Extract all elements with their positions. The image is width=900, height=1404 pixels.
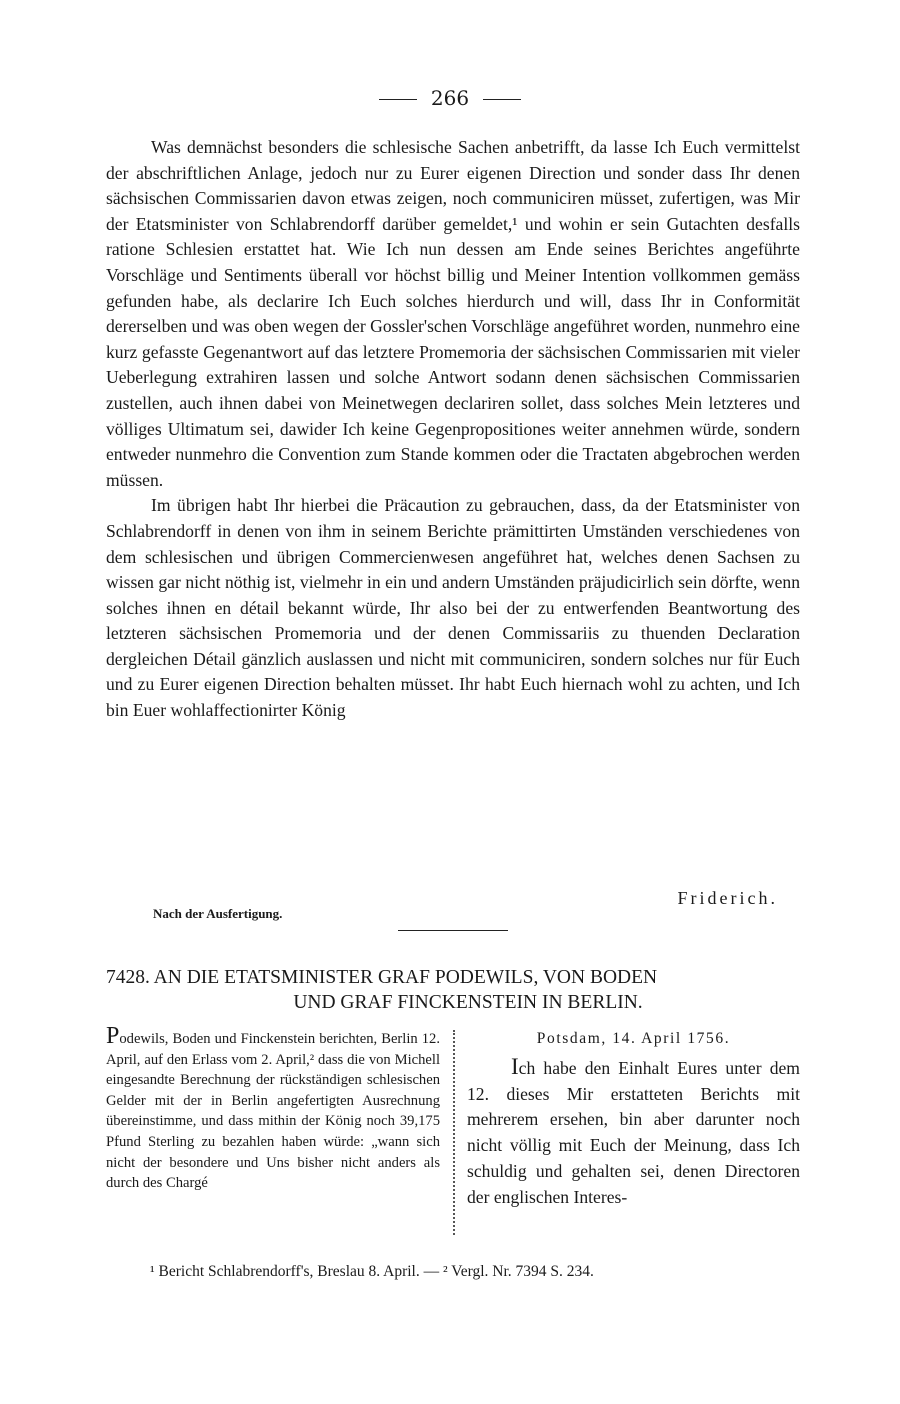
page-number: 266 — [430, 86, 470, 110]
column-divider — [453, 1030, 455, 1235]
paragraph-2: Im übrigen habt Ihr hierbei die Präcaution zu gebrauchen, dass, da der Etatsminister von Schlabrendorff in denen von ihm in seinem Berichte prämittirten Umständen verschiedenes von dem schlesischen und übrigen Commercienwesen angeführet hat, welches denen Sachsen zu wissen gar nicht nöthig ist, vielmehr in ein und andern Umständen präjudicirlich sein dörfte, wenn solches ihnen en détail bekannt würde, Ihr also bei der zu entwerfenden Beantwortung des letzteren sächsischen Promemoria und der denen Commissariis zu thuenden Declaration dergleichen Détail gänzlich auslassen und nicht mit communiciren, sondern solches nur für Euch und zu Eurer eigenen Direction behalten müsset. Ihr habt Euch hiernach wohl zu achten, und Ich bin Euer wohlaffectionirter König — [106, 495, 800, 721]
summary-text: odewils, Boden und Finckenstein berichten, Berlin 12. April, auf den Erlass vom 2. April,² dass die von Michell eingesandte Berechnung der rückständigen schlesischen Gelder mit der in Berlin angefertigten Ausrechnung übereinstimme, und dass mithin der König noch 39,175 Pfund Sterling zu bezahlen haben würde: „wann sich nicht der besondere und Uns bisher nicht anders als durch des Chargé — [106, 1031, 440, 1192]
signature: Friderich. — [677, 888, 778, 908]
source-note: Nach der Ausfertigung. — [153, 906, 283, 921]
heading-line-2: UND GRAF FINCKENSTEIN IN BERLIN. — [293, 992, 643, 1013]
dateline: Potsdam, 14. April 1756. — [536, 1030, 731, 1047]
letter-text-block — [467, 1054, 800, 1211]
summary-column — [106, 1023, 440, 1194]
letter-column — [467, 1026, 800, 1211]
footnotes: ¹ Bericht Schlabrendorff's, Breslau 8. April. — ² Vergl. Nr. 7394 S. 234. — [150, 1263, 594, 1280]
header-dash-left — [379, 99, 417, 100]
header-dash-right — [483, 99, 521, 100]
paragraph-1: Was demnächst besonders die schlesische Sachen anbetrifft, da lasse Ich Euch vermittelst der abschriftlichen Anlage, jedoch nur zu Eurer eigenen Direction und sonder dass Ihr denen sächsischen Commissarien davon etwas zeigen, noch communiciren müsset, zufertigen, was Mir der Etatsminister von Schlabrendorff darüber gemeldet,¹ und wohin er sein Gutachten desfalls ratione Schlesien erstattet hat. Wie Ich nun dessen am Ende seines Berichtes angeführte Vorschläge und Sentiments überall vor höchst billig und Meiner Intention vollkommen gemäss gefunden habe, als declarire Ich Euch solches hierdurch und will, dass Ihr in Conformität dererselben und was oben wegen der Gossler'schen Vorschläge angeführet worden, nunmehro eine kurz gefasste Gegenantwort auf das letztere Promemoria der sächsischen Commissarien mit vieler Ueberlegung extrahiren lassen und solche Antwort sodann denen sächsischen Commissarien zustellen, auch ihnen dabei von Meinetwegen declariren sollet, dass solches Mein letzteres und völliges Ultimatum sei, dawider Ich keine Gegenpropositiones weiter annehmen würde, sondern entweder nunmehro die Convention zum Stande kommen oder die Tractaten abgebrochen werden müssen. — [106, 137, 800, 490]
main-letter-text — [106, 135, 800, 724]
letter-text: ch habe den Einhalt Eures unter dem 12. dieses Mir erstatteten Berichts mit mehrerem ersehen, bin aber darunter noch nicht völlig mit Euch der Meinung, dass Ich schuldig und gehalten sei, denen Directoren der englischen Interes- — [467, 1057, 800, 1207]
document-heading — [106, 965, 800, 1015]
summary-initial: P — [106, 1023, 120, 1049]
page-number-header — [0, 86, 900, 110]
letter-initial: I — [511, 1053, 519, 1079]
section-divider-rule — [398, 930, 508, 931]
heading-line-1: 7428. AN DIE ETATSMINISTER GRAF PODEWILS, VON BODEN — [106, 967, 658, 988]
